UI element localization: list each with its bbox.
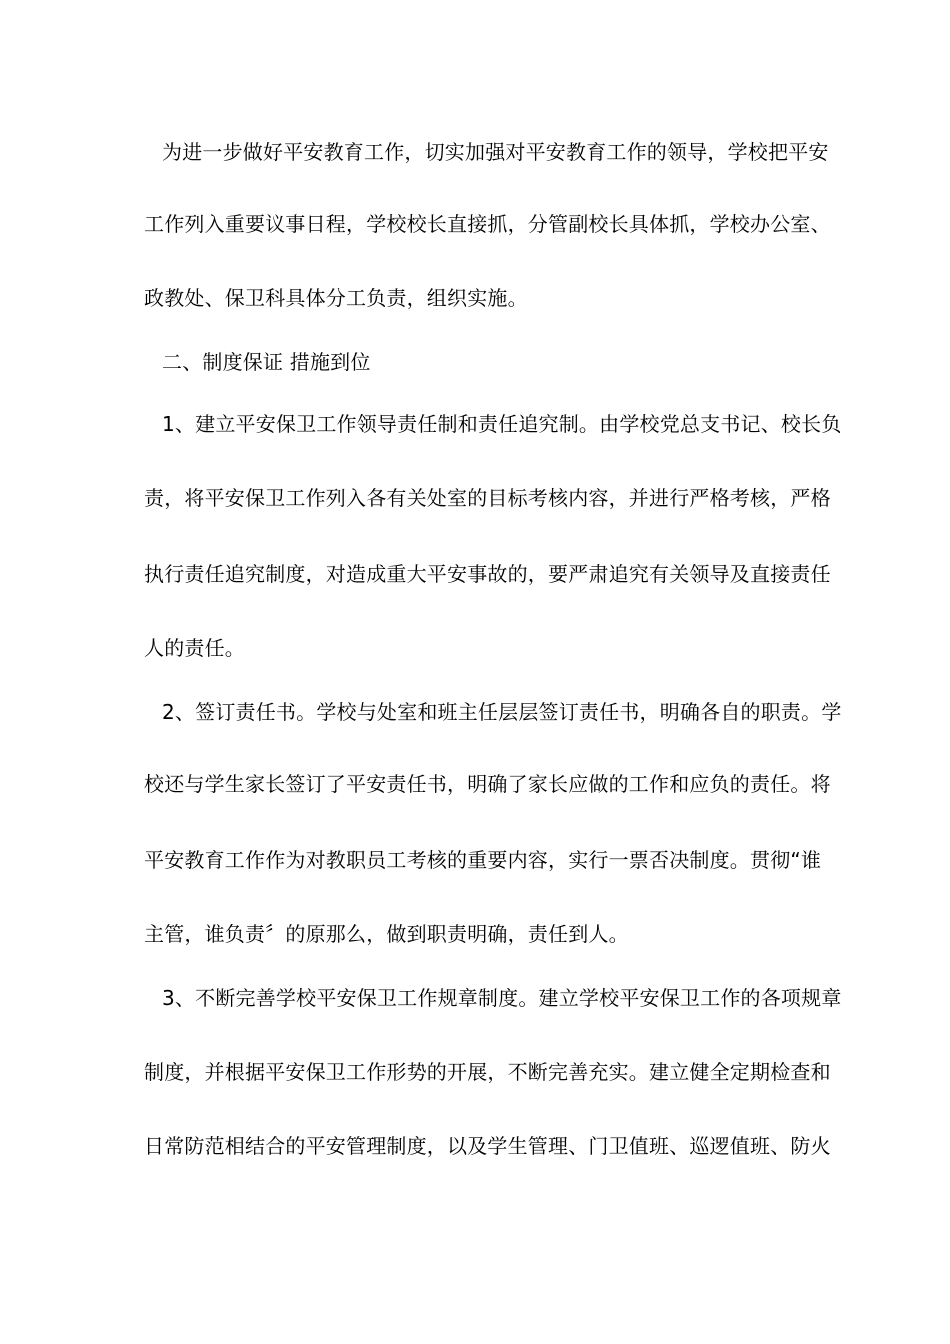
paragraph-line: 工作列入重要议事日程，学校校长直接抓，分管副校长具体抓，学校办公室、: [144, 212, 831, 236]
paragraph-line: 校还与学生家长签订了平安责任书，明确了家长应做的工作和应负的责任。将: [144, 772, 831, 796]
paragraph-line: 政教处、保卫科具体分工负责，组织实施。: [144, 286, 528, 310]
paragraph-line: 日常防范相结合的平安管理制度，以及学生管理、门卫值班、巡逻值班、防火: [144, 1134, 831, 1158]
paragraph-line: 为进一步做好平安教育工作，切实加强对平安教育工作的领导，学校把平安: [162, 140, 829, 164]
paragraph-line: 责，将平安保卫工作列入各有关处室的目标考核内容，并进行严格考核，严格: [144, 486, 831, 510]
paragraph-line: 主管，谁负责〞的原那么，做到职责明确，责任到人。: [144, 922, 629, 946]
paragraph-line: 1、建立平安保卫工作领导责任制和责任追究制。由学校党总支书记、校长负: [162, 412, 842, 436]
paragraph-line: 2、签订责任书。学校与处室和班主任层层签订责任书，明确各自的职责。学: [162, 700, 842, 724]
paragraph-line: 执行责任追究制度，对造成重大平安事故的，要严肃追究有关领导及直接责任: [144, 562, 831, 586]
paragraph-line: 3、不断完善学校平安保卫工作规章制度。建立学校平安保卫工作的各项规章: [162, 986, 842, 1010]
paragraph-line: 制度，并根据平安保卫工作形势的开展，不断完善充实。建立健全定期检查和: [144, 1060, 831, 1084]
paragraph-line: 人的责任。: [144, 636, 245, 660]
paragraph-line: 平安教育工作作为对教职员工考核的重要内容，实行一票否决制度。贯彻“谁: [144, 848, 822, 872]
section-heading: 二、制度保证 措施到位: [162, 350, 371, 374]
